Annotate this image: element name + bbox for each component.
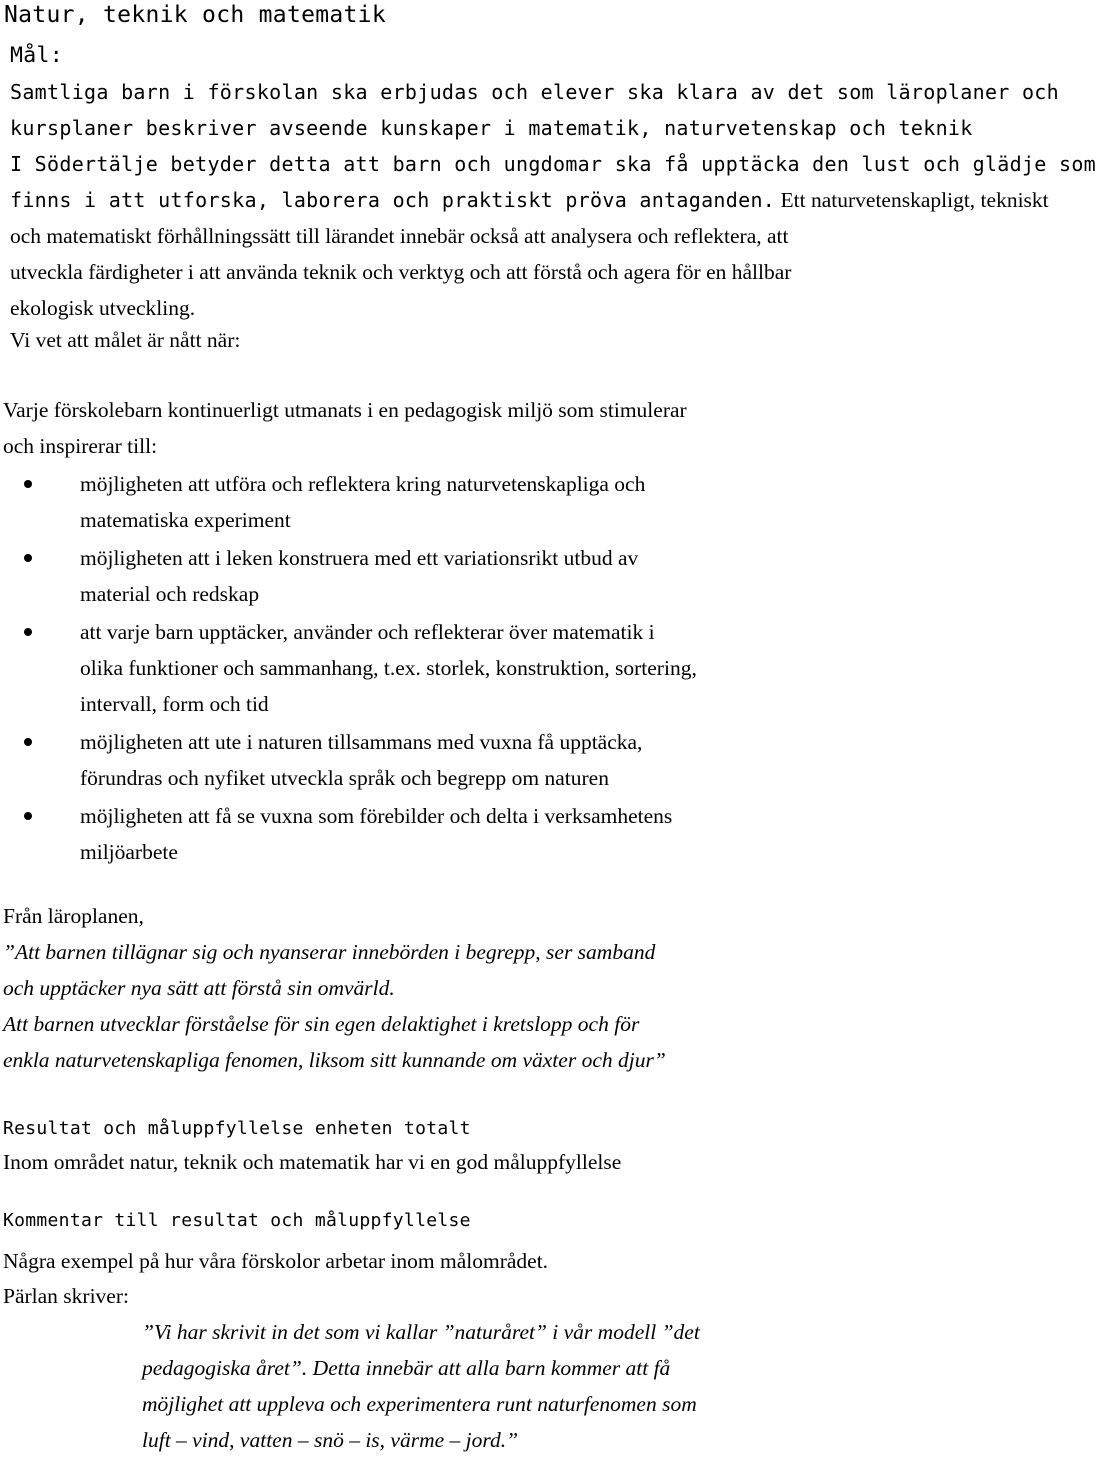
bullet-line: material och redskap	[80, 582, 260, 606]
list-item	[3, 798, 903, 870]
criteria-bullet-list	[3, 466, 903, 872]
bullet-line: att varje barn upptäcker, använder och reflekterar över matematik i	[80, 620, 655, 644]
quote-line: luft – vind, vatten – snö – is, värme – jord.”	[142, 1428, 519, 1452]
quote-line: enkla naturvetenskapliga fenomen, liksom sitt kunnande om växter och djur”	[3, 1048, 666, 1072]
goal-label: Mål:	[10, 43, 63, 68]
quote-line: ”Vi har skrivit in det som vi kallar ”naturåret” i vår modell ”det	[142, 1320, 700, 1344]
bullet-line: matematiska experiment	[80, 508, 291, 532]
bullet-icon	[24, 554, 32, 562]
bullet-line: miljöarbete	[80, 840, 178, 864]
goal-line: I Södertälje betyder detta att barn och ungdomar ska få upptäcka den lust och glädje som	[10, 152, 1096, 176]
parlan-quote	[142, 1314, 842, 1458]
bullet-icon	[24, 628, 32, 636]
bullet-line: möjligheten att utföra och reflektera kring naturvetenskapliga och	[80, 472, 646, 496]
goal-line: ekologisk utveckling.	[10, 296, 196, 320]
goal-line-part: finns i att utforska, laborera och praktiskt pröva antaganden.	[10, 188, 776, 212]
bullet-icon	[24, 480, 32, 488]
list-item	[3, 466, 903, 538]
list-item	[3, 540, 903, 612]
goal-line: och matematiskt förhållningssätt till lärandet innebär också att analysera och reflektera, att	[10, 224, 789, 248]
goal-line: utveckla färdigheter i att använda teknik och verktyg och att förstå och agera för en hållbar	[10, 260, 792, 284]
bullet-line: olika funktioner och sammanhang, t.ex. storlek, konstruktion, sortering,	[80, 656, 697, 680]
quote-line: pedagogiska året”. Detta innebär att alla barn kommer att få	[142, 1356, 671, 1380]
criteria-label: Vi vet att målet är nått när:	[10, 328, 241, 352]
comment-heading: Kommentar till resultat och måluppfyllelse	[3, 1210, 471, 1231]
list-item	[3, 614, 903, 722]
comment-text: Några exempel på hur våra förskolor arbetar inom målområdet.	[3, 1249, 549, 1273]
criteria-intro	[3, 392, 903, 464]
quote-line: Att barnen utvecklar förståelse för sin egen delaktighet i kretslopp och för	[3, 1012, 640, 1036]
goal-paragraph	[10, 74, 1096, 326]
quote-line: och upptäcker nya sätt att förstå sin omvärld.	[3, 976, 395, 1000]
intro-line: Varje förskolebarn kontinuerligt utmanats i en pedagogisk miljö som stimulerar	[3, 398, 687, 422]
bullet-line: möjligheten att ute i naturen tillsammans med vuxna få upptäcka,	[80, 730, 643, 754]
curriculum-quote	[3, 934, 666, 1078]
bullet-icon	[24, 812, 32, 820]
bullet-line: förundras och nyfiket utveckla språk och begrepp om naturen	[80, 766, 609, 790]
page-title: Natur, teknik och matematik	[4, 2, 386, 28]
parlan-label: Pärlan skriver:	[3, 1284, 129, 1308]
bullet-line: intervall, form och tid	[80, 692, 269, 716]
list-item	[3, 724, 903, 796]
quote-line: möjlighet att uppleva och experimentera runt naturfenomen som	[142, 1392, 697, 1416]
goal-line-mixed	[10, 182, 1049, 218]
goal-line: kursplaner beskriver avseende kunskaper i matematik, naturvetenskap och teknik	[10, 116, 973, 140]
result-text: Inom området natur, teknik och matematik har vi en god måluppfyllelse	[3, 1150, 622, 1174]
curriculum-label: Från läroplanen,	[3, 904, 144, 928]
bullet-line: möjligheten att få se vuxna som förebilder och delta i verksamhetens	[80, 804, 673, 828]
goal-line-part: Ett naturvetenskapligt, tekniskt	[775, 188, 1049, 212]
intro-line: och inspirerar till:	[3, 434, 158, 458]
bullet-icon	[24, 738, 32, 746]
result-heading: Resultat och måluppfyllelse enheten totalt	[3, 1118, 471, 1139]
goal-line: Samtliga barn i förskolan ska erbjudas och elever ska klara av det som läroplaner och	[10, 80, 1059, 104]
bullet-line: möjligheten att i leken konstruera med ett variationsrikt utbud av	[80, 546, 639, 570]
quote-line: ”Att barnen tillägnar sig och nyanserar innebörden i begrepp, ser samband	[3, 940, 656, 964]
